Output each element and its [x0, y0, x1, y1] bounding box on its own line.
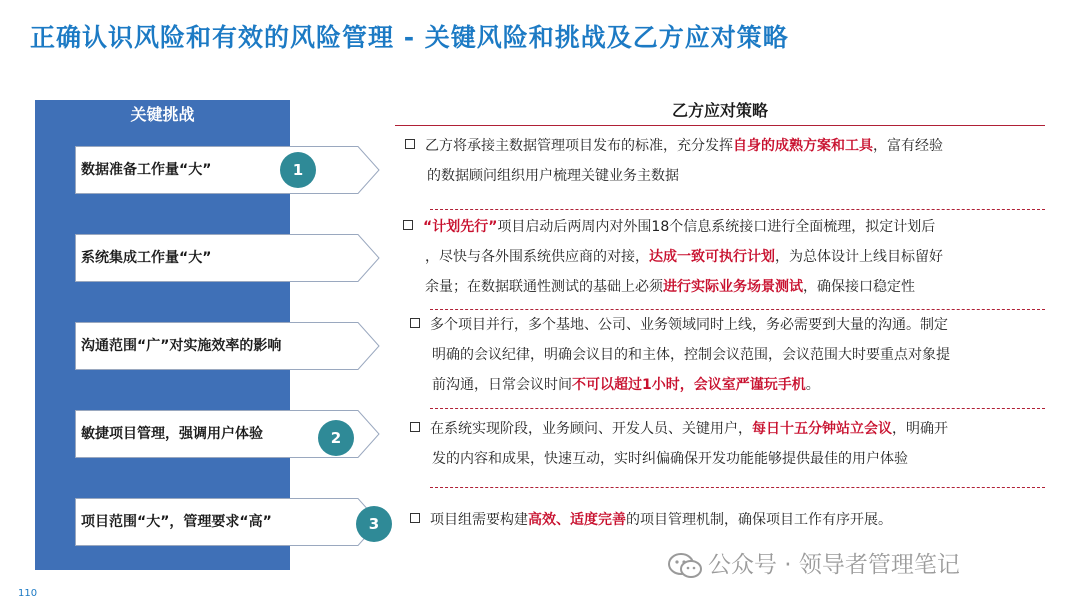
challenge-number-badge: 2	[318, 420, 354, 456]
dotted-divider	[430, 487, 1045, 488]
challenge-label: 项目范围“大”，管理要求“高”	[81, 514, 272, 530]
square-bullet-icon	[405, 139, 415, 149]
wechat-icon	[668, 552, 702, 580]
dotted-divider	[430, 408, 1045, 409]
challenge-label: 敏捷项目管理，强调用户体验	[81, 426, 263, 442]
challenge-label: 系统集成工作量“大”	[81, 250, 212, 266]
strategy-item-1: 乙方将承接主数据管理项目发布的标准，充分发挥自身的成熟方案和工具，富有经验 的数据顾问组织用户梳理关键业务主数据	[405, 131, 943, 191]
square-bullet-icon	[410, 422, 420, 432]
page-number: 110	[18, 588, 38, 599]
challenge-item-5	[75, 498, 380, 546]
strategy-item-4: 在系统实现阶段，业务顾问、开发人员、关键用户，每日十五分钟站立会议，明确开 发的内容和成果，快速互动，实时纠偏确保开发功能能够提供最佳的用户体验	[410, 414, 948, 474]
square-bullet-icon	[410, 318, 420, 328]
challenge-label: 数据准备工作量“大”	[81, 162, 212, 178]
strategy-item-3: 多个项目并行，多个基地、公司、业务领域同时上线，务必需要到大量的沟通。制定 明确的会议纪律，明确会议目的和主体，控制会议范围，会议范围大时要重点对象提 前沟通，日常会议时间不可以超过1小时，会议室严谨玩手机。	[410, 310, 950, 400]
challenge-item-1	[75, 146, 380, 194]
watermark	[668, 547, 960, 583]
square-bullet-icon	[410, 513, 420, 523]
challenge-item-3	[75, 322, 380, 370]
square-bullet-icon	[403, 220, 413, 230]
header-divider	[395, 125, 1045, 126]
dotted-divider	[430, 209, 1045, 210]
strategies-header: 乙方应对策略	[671, 101, 768, 120]
challenge-label: 沟通范围“广”对实施效率的影响	[81, 338, 282, 354]
challenge-item-2	[75, 234, 380, 282]
challenge-number-badge: 3	[356, 506, 392, 542]
page-title: 正确认识风险和有效的风险管理 - 关键风险和挑战及乙方应对策略	[30, 23, 789, 52]
strategy-item-5: 项目组需要构建高效、适度完善的项目管理机制，确保项目工作有序开展。	[410, 505, 892, 535]
challenges-header: 关键挑战	[130, 105, 195, 124]
challenge-number-badge: 1	[280, 152, 316, 188]
strategy-item-2: “计划先行”项目启动后两周内对外围18个信息系统接口进行全面梳理，拟定计划后 ，尽快与各外围系统供应商的对接，达成一致可执行计划，为总体设计上线目标留好 余量；在数据联通性测试的基础上必须进行实际业务场景测试，确保接口稳定性	[403, 212, 943, 302]
watermark-text: 公众号 · 领导者管理笔记	[708, 552, 960, 578]
